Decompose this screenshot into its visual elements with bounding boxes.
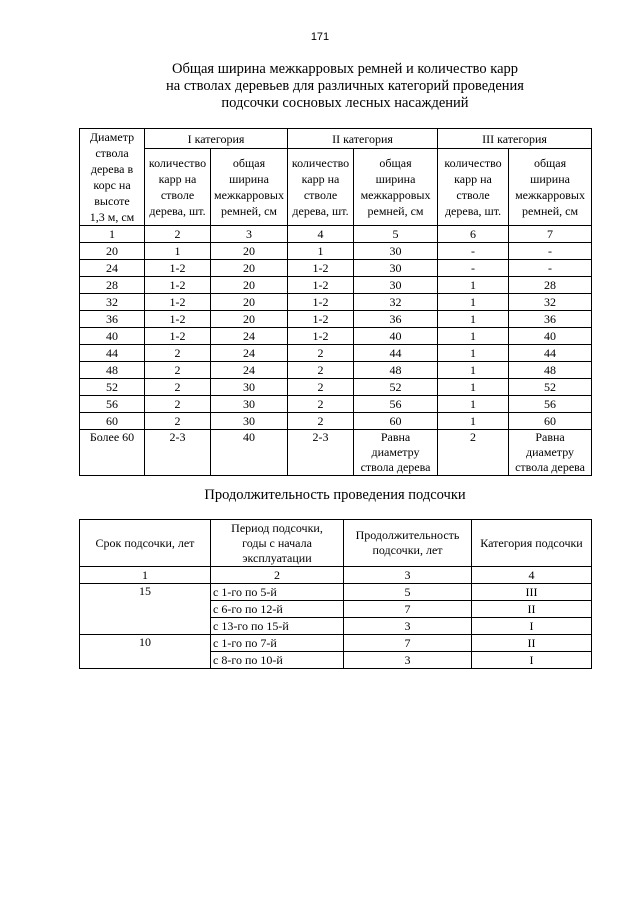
header-line: стволе: [160, 188, 195, 203]
header-line: общая: [379, 156, 412, 171]
table-row: [80, 396, 592, 413]
table-cell: -: [509, 243, 592, 260]
header-line: 1,3 м, см: [89, 210, 135, 224]
header-line: ремней, см: [367, 204, 424, 219]
count-header: [145, 149, 211, 226]
table-cell: 20: [211, 294, 288, 311]
table-cell: 40: [80, 328, 145, 345]
header-line: эксплуатации: [242, 550, 312, 565]
table-cell: 44: [80, 345, 145, 362]
table-cell: 44: [509, 345, 592, 362]
table-cell: -: [438, 260, 509, 277]
column-number: 2: [211, 567, 344, 584]
table-cell: 20: [211, 277, 288, 294]
header-line: ремней, см: [221, 204, 278, 219]
table-cell: 56: [509, 396, 592, 413]
header-line: межкарровых: [360, 188, 431, 203]
table1-title-line: на стволах деревьев для различных категорий проведения: [166, 78, 524, 94]
category-cell: I: [472, 652, 592, 669]
table-cell: 40: [211, 430, 288, 476]
table-row-over-60: [80, 430, 592, 476]
column-number: 2: [145, 226, 211, 243]
header-line: ширина: [375, 172, 416, 187]
cell-line: Равна: [380, 430, 411, 444]
table-cell: 20: [211, 243, 288, 260]
header-line: ствола: [95, 146, 129, 160]
table-cell: 1: [438, 413, 509, 430]
table-cell: 30: [354, 243, 438, 260]
period-header: [211, 520, 344, 567]
table-cell: 36: [354, 311, 438, 328]
count-header: [288, 149, 354, 226]
category-cell: II: [472, 601, 592, 618]
diameter-header: [80, 129, 145, 226]
category-cell: II: [472, 635, 592, 652]
table-row: [80, 635, 592, 652]
table-cell: -: [438, 243, 509, 260]
table-cell: 1-2: [145, 328, 211, 345]
table-cell: 20: [211, 260, 288, 277]
table-cell: 1-2: [145, 260, 211, 277]
header-line: корс на: [93, 178, 131, 192]
table-row: [80, 243, 592, 260]
count-header: [438, 149, 509, 226]
table-cell: 30: [354, 260, 438, 277]
table-cell: 60: [509, 413, 592, 430]
table-cell: -: [509, 260, 592, 277]
column-number: 1: [80, 567, 211, 584]
header-line: стволе: [303, 188, 338, 203]
category-cell: I: [472, 618, 592, 635]
width-header: [354, 149, 438, 226]
page-number: 171: [310, 31, 330, 43]
tapping-duration-table: [79, 519, 592, 669]
table-row: [80, 277, 592, 294]
duration-cell: 5: [344, 584, 472, 601]
table-cell: 2-3: [145, 430, 211, 476]
table-row: [80, 584, 592, 601]
cell-line: ствола дерева: [515, 460, 585, 474]
table-cell: 1-2: [145, 294, 211, 311]
table-cell: 56: [80, 396, 145, 413]
header-line: карр на: [158, 172, 197, 187]
table-cell: 20: [211, 311, 288, 328]
table-cell: 1: [438, 362, 509, 379]
table-cell: 48: [509, 362, 592, 379]
header-line: дерева, шт.: [292, 204, 349, 219]
table-cell: 1-2: [145, 277, 211, 294]
cell-line: Равна: [535, 430, 565, 444]
header-line: дерева, шт.: [444, 204, 502, 219]
term-header: Срок подсочки, лет: [80, 520, 211, 567]
duration-cell: 3: [344, 652, 472, 669]
table-cell: 32: [509, 294, 592, 311]
table-cell: 2: [288, 379, 354, 396]
table-cell: [354, 430, 438, 476]
table-cell: 1: [438, 277, 509, 294]
table-cell: 2: [145, 396, 211, 413]
table-cell: 1: [288, 243, 354, 260]
table-cell: 30: [211, 413, 288, 430]
column-number: 4: [472, 567, 592, 584]
category-1-header: I категория: [145, 129, 288, 149]
table-cell: 2: [438, 430, 509, 476]
table-cell: 40: [354, 328, 438, 345]
table-cell: 52: [509, 379, 592, 396]
table-cell: 1: [145, 243, 211, 260]
column-number: 3: [344, 567, 472, 584]
table-row: [80, 379, 592, 396]
column-number-row: [80, 567, 592, 584]
table-cell: 1: [438, 345, 509, 362]
header-line: Продолжительность: [355, 528, 460, 542]
period-cell: с 1-го по 5-й: [211, 584, 344, 601]
header-line: карр на: [301, 172, 340, 187]
table-cell: 1: [438, 328, 509, 345]
table-cell: 24: [211, 328, 288, 345]
table-cell: 1-2: [288, 294, 354, 311]
table-cell: 1-2: [288, 311, 354, 328]
table-row: [80, 311, 592, 328]
header-line: высоте: [94, 194, 130, 208]
table-cell: 1: [438, 379, 509, 396]
header-line: Диаметр: [89, 130, 135, 144]
table-row: [80, 413, 592, 430]
table-cell: 2: [288, 413, 354, 430]
header-line: карр на: [454, 172, 492, 187]
table-cell: 2: [288, 362, 354, 379]
table-cell: 1-2: [288, 260, 354, 277]
duration-cell: 7: [344, 635, 472, 652]
table-cell: 28: [509, 277, 592, 294]
column-number: 7: [509, 226, 592, 243]
duration-cell: 7: [344, 601, 472, 618]
header-line: ширина: [530, 172, 570, 187]
cell-line: диаметру: [526, 445, 575, 459]
table-cell: 1-2: [145, 311, 211, 328]
period-cell: с 1-го по 7-й: [211, 635, 344, 652]
duration-header: [344, 520, 472, 567]
table-cell: 30: [211, 396, 288, 413]
table-row: [80, 260, 592, 277]
table-cell: 48: [354, 362, 438, 379]
column-number: 6: [438, 226, 509, 243]
term-cell: 10: [80, 635, 211, 669]
table-cell: 1: [438, 294, 509, 311]
table-cell: 60: [80, 413, 145, 430]
width-header: [211, 149, 288, 226]
header-line: стволе: [456, 188, 490, 203]
column-number: 1: [80, 226, 145, 243]
table2-title: Продолжительность проведения подсочки: [204, 487, 466, 503]
table-cell: 48: [80, 362, 145, 379]
table-cell: [509, 430, 592, 476]
cell-line: диаметру: [371, 445, 420, 459]
header-line: дерева в: [90, 162, 134, 176]
table1-title: [150, 61, 540, 112]
table-cell: 32: [80, 294, 145, 311]
carr-width-table: [79, 128, 592, 476]
table-cell: 1-2: [288, 277, 354, 294]
header-line: подсочки, лет: [372, 543, 443, 557]
header-line: межкарровых: [515, 188, 585, 203]
category-3-header: III категория: [438, 129, 592, 149]
period-cell: с 8-го по 10-й: [211, 652, 344, 669]
table-cell: 44: [354, 345, 438, 362]
table-cell: 24: [211, 345, 288, 362]
header-line: межкарровых: [214, 188, 284, 203]
table-cell: 32: [354, 294, 438, 311]
category-2-header: II категория: [288, 129, 438, 149]
table-cell: 2: [145, 362, 211, 379]
table-cell: 56: [354, 396, 438, 413]
header-line: количество: [444, 156, 502, 171]
header-line: ремней, см: [522, 204, 579, 219]
table-row: [80, 362, 592, 379]
table-cell: 36: [509, 311, 592, 328]
table-cell: 2: [288, 345, 354, 362]
table-cell: 2: [145, 345, 211, 362]
column-number: 3: [211, 226, 288, 243]
table-row: [80, 294, 592, 311]
header-line: дерева, шт.: [149, 204, 206, 219]
column-number-row: [80, 226, 592, 243]
table-cell: Более 60: [80, 430, 145, 476]
header-line: Период подсочки,: [231, 520, 323, 535]
category-cell: III: [472, 584, 592, 601]
table-cell: 2: [145, 413, 211, 430]
table-cell: 60: [354, 413, 438, 430]
table-row: [80, 345, 592, 362]
table-cell: 52: [80, 379, 145, 396]
table1-title-line: подсочки сосновых лесных насаждений: [221, 95, 469, 111]
table-row: [80, 328, 592, 345]
table-cell: 36: [80, 311, 145, 328]
header-line: количество: [291, 156, 350, 171]
column-number: 5: [354, 226, 438, 243]
column-number: 4: [288, 226, 354, 243]
table-cell: 20: [80, 243, 145, 260]
cell-line: ствола дерева: [360, 460, 431, 474]
period-cell: с 13-го по 15-й: [211, 618, 344, 635]
width-header: [509, 149, 592, 226]
table-cell: 40: [509, 328, 592, 345]
table-cell: 30: [354, 277, 438, 294]
table-cell: 1: [438, 311, 509, 328]
period-cell: с 6-го по 12-й: [211, 601, 344, 618]
table1-title-line: Общая ширина межкарровых ремней и количество карр: [171, 61, 519, 77]
table-cell: 2: [288, 396, 354, 413]
header-line: общая: [232, 156, 266, 171]
header-line: годы с начала: [242, 535, 312, 550]
category-header: Категория подсочки: [472, 520, 592, 567]
duration-cell: 3: [344, 618, 472, 635]
table-cell: 2: [145, 379, 211, 396]
table-cell: 24: [211, 362, 288, 379]
header-line: количество: [148, 156, 207, 171]
term-cell: 15: [80, 584, 211, 635]
table-cell: 28: [80, 277, 145, 294]
header-line: общая: [533, 156, 567, 171]
table-cell: 52: [354, 379, 438, 396]
table-cell: 30: [211, 379, 288, 396]
table-cell: 2-3: [288, 430, 354, 476]
table-cell: 1-2: [288, 328, 354, 345]
table-cell: 24: [80, 260, 145, 277]
header-line: ширина: [229, 172, 269, 187]
table-cell: 1: [438, 396, 509, 413]
